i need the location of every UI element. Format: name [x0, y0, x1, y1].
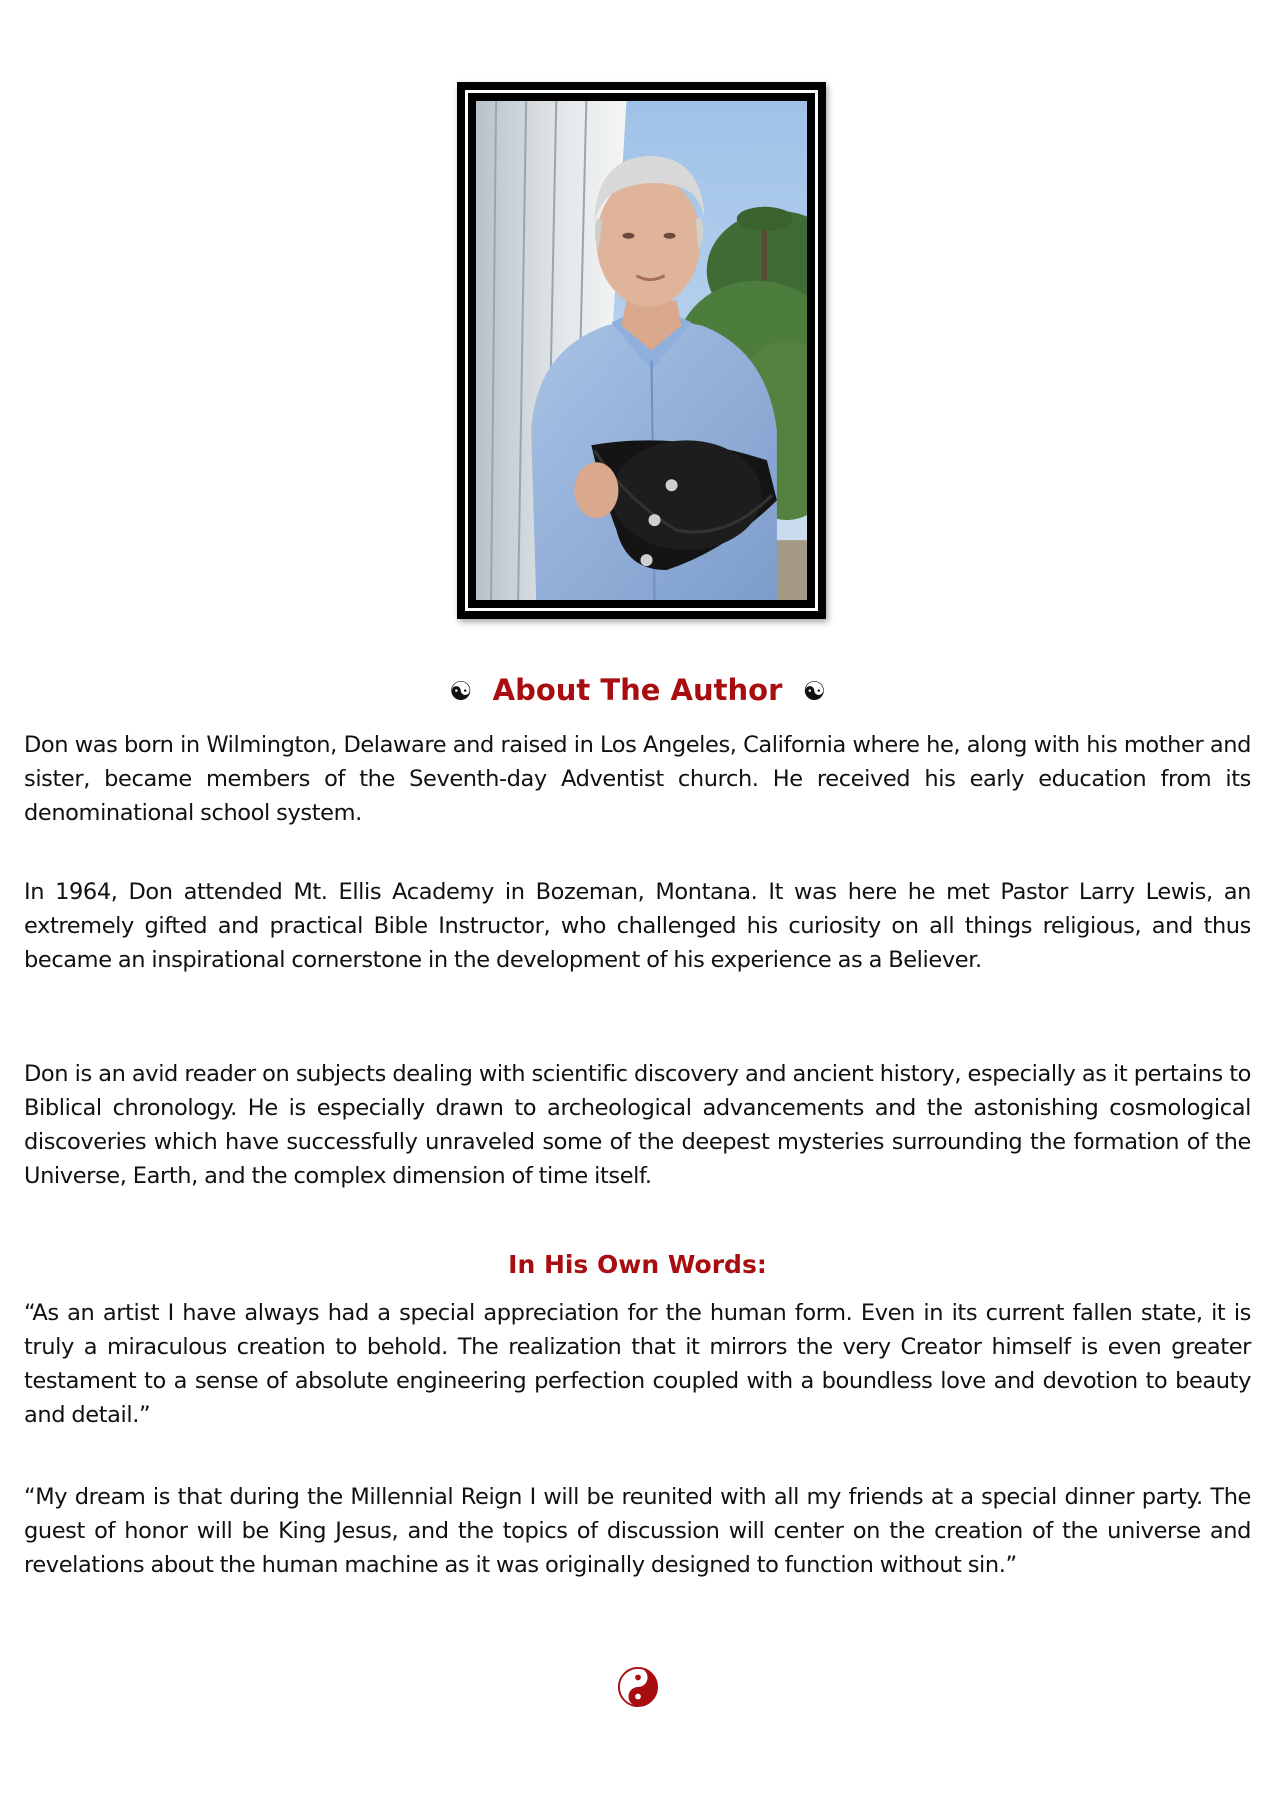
yin-yang-icon: ☯ — [449, 677, 473, 707]
author-portrait-frame — [457, 82, 826, 619]
author-photo — [476, 101, 807, 600]
yin-yang-icon: ☯ — [802, 677, 826, 707]
own-words-heading: In His Own Words: — [508, 1250, 767, 1279]
quote-paragraph-1: “As an artist I have always had a special appreciation for the human form. Even in its current fallen state, it is truly a miraculous creation to behold. The realization that it mirrors the very Creator himself is even greater testament to a sense of absolute engineering perfection coupled with a boundless love and devotion to beauty and detail.” — [24, 1300, 1251, 1428]
bio-paragraph-2: In 1964, Don attended Mt. Ellis Academy in Bozeman, Montana. It was here he met Pastor Larry Lewis, an extremely gifted and practical Bible Instructor, who challenged his curiosity on all things religious, and thus became an inspirational cornerstone in the development of his experience as a Believer. — [24, 879, 1251, 973]
author-portrait-mat — [465, 90, 818, 611]
yin-yang-icon — [617, 1666, 659, 1708]
bio-paragraph-3: Don is an avid reader on subjects dealing with scientific discovery and ancient history, especially as it pertains to Biblical chronology. He is especially drawn to archeological advancements and the astonishing cosmological discoveries which have successfully unraveled some of the deepest mysteries surrounding the formation of the Universe, Earth, and the complex dimension of time itself. — [24, 1061, 1251, 1189]
quote-paragraph-2: “My dream is that during the Millennial Reign I will be reunited with all my friends at a special dinner party. The guest of honor will be King Jesus, and the topics of discussion will center on the creation of the universe and revelations about the human machine as it was originally designed to function without sin.” — [24, 1484, 1251, 1578]
about-author-heading — [0, 670, 1275, 712]
about-author-title: About The Author — [492, 673, 783, 707]
bio-paragraph-1: Don was born in Wilmington, Delaware and raised in Los Angeles, California where he, along with his mother and sister, became members of the Seventh-day Adventist church. He received his early education from its denominational school system. — [24, 732, 1251, 826]
